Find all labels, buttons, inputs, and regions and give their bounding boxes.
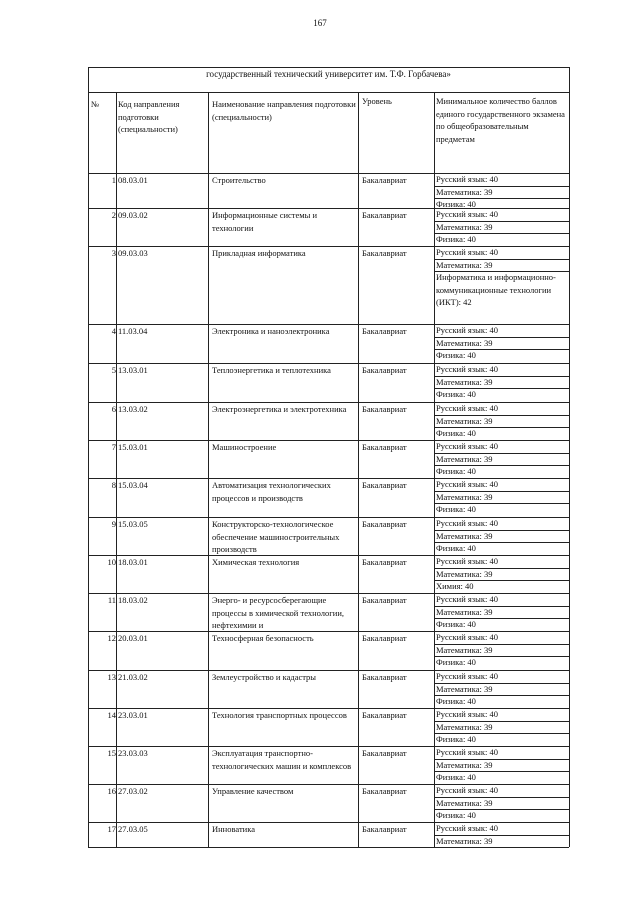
table-top-border (88, 67, 569, 68)
row-number: 1 (111, 175, 116, 185)
row-code: 23.03.01 (118, 710, 148, 720)
row-code: 15.03.05 (118, 519, 148, 529)
row-subject-score: Русский язык: 40 (436, 594, 498, 604)
row-level: Бакалавриат (362, 326, 407, 336)
row-code: 09.03.02 (118, 210, 148, 220)
row-subject-score: Математика: 39 (436, 415, 493, 426)
row-name: Эксплуатация транспортно-технологических машин и комплексов (212, 748, 352, 771)
row-subject-score: Русский язык: 40 (436, 479, 498, 489)
row-level: Бакалавриат (362, 480, 407, 490)
col-border-name (208, 92, 209, 847)
row-name: Прикладная информатика (212, 248, 306, 258)
row-code: 18.03.01 (118, 557, 148, 567)
row-subject-score: Химия: 40 (436, 581, 474, 591)
row-subject-score: Математика: 39 (436, 337, 493, 348)
row-level: Бакалавриат (362, 557, 407, 567)
row-level: Бакалавриат (362, 519, 407, 529)
row-code: 09.03.03 (118, 248, 148, 258)
row-subject-score: Математика: 39 (436, 259, 493, 270)
row-code: 08.03.01 (118, 175, 148, 185)
row-name: Автоматизация технологических процессов и производств (212, 480, 331, 503)
header-min-score: Минимальное количество баллов единого государственного экзамена по общеобразовательным предметам (436, 96, 565, 144)
row-subject-score: Математика: 39 (436, 644, 493, 655)
table-bottom-border (88, 847, 569, 848)
row-code: 13.03.02 (118, 404, 148, 414)
row-number: 8 (111, 480, 116, 490)
page-number: 167 (313, 18, 327, 28)
row-level: Бакалавриат (362, 672, 407, 682)
row-subject-score: Математика: 39 (436, 530, 493, 541)
col-border-right (569, 67, 570, 847)
row-number: 6 (111, 404, 116, 414)
row-number: 9 (111, 519, 116, 529)
row-level: Бакалавриат (362, 365, 407, 375)
row-level: Бакалавриат (362, 824, 407, 834)
row-name: Землеустройство и кадастры (212, 672, 317, 682)
row-level: Бакалавриат (362, 210, 407, 220)
row-subject-score: Русский язык: 40 (436, 364, 498, 374)
row-code: 27.03.05 (118, 824, 148, 834)
row-subject-score: Математика: 39 (436, 376, 493, 387)
row-level: Бакалавриат (362, 248, 407, 258)
row-subject-score: Физика: 40 (436, 428, 476, 438)
row-subject-score: Русский язык: 40 (436, 518, 498, 528)
row-subject-score: Русский язык: 40 (436, 556, 498, 566)
row-level: Бакалавриат (362, 748, 407, 758)
row-level: Бакалавриат (362, 404, 407, 414)
row-subject-score: Физика: 40 (436, 543, 476, 553)
row-subject-score: Физика: 40 (436, 466, 476, 476)
row-subject-score: Математика: 39 (436, 835, 493, 846)
row-code: 13.03.01 (118, 365, 148, 375)
row-subject-score: Русский язык: 40 (436, 174, 498, 184)
row-subject-score: Физика: 40 (436, 350, 476, 360)
header-num: № (91, 99, 100, 109)
row-subject-score: Русский язык: 40 (436, 209, 498, 219)
row-code: 20.03.01 (118, 633, 148, 643)
row-subject-score: Математика: 39 (436, 721, 493, 732)
header-name: Наименование направления подготовки (специальности) (212, 99, 356, 122)
row-subject-score: Русский язык: 40 (436, 823, 498, 833)
row-subject-score: Русский язык: 40 (436, 632, 498, 642)
row-subject-score: Русский язык: 40 (436, 325, 498, 335)
row-subject-score: Математика: 39 (436, 491, 493, 502)
row-name: Технология транспортных процессов (212, 710, 347, 720)
title-divider (88, 92, 569, 93)
row-subject-score: Информатика и информационно-коммуникационные технологии (ИКТ): 42 (436, 272, 556, 307)
row-name: Электроника и наноэлектроника (212, 326, 330, 336)
row-number: 10 (107, 557, 116, 567)
row-level: Бакалавриат (362, 442, 407, 452)
row-subject-score: Математика: 39 (436, 683, 493, 694)
row-level: Бакалавриат (362, 595, 407, 605)
row-number: 3 (111, 248, 116, 258)
header-level: Уровень (362, 96, 392, 106)
col-border-level (358, 92, 359, 847)
row-subject-score: Математика: 39 (436, 759, 493, 770)
row-number: 11 (107, 595, 116, 605)
row-subject-score: Математика: 39 (436, 453, 493, 464)
row-code: 15.03.04 (118, 480, 148, 490)
row-level: Бакалавриат (362, 786, 407, 796)
row-subject-score: Физика: 40 (436, 389, 476, 399)
row-level: Бакалавриат (362, 633, 407, 643)
row-name: Инноватика (212, 824, 255, 834)
row-name: Энерго- и ресурсосберегающие процессы в химической технологии, нефтехимии и (212, 595, 344, 630)
row-subject-score: Физика: 40 (436, 199, 476, 209)
row-code: 21.03.02 (118, 672, 148, 682)
row-subject-score: Математика: 39 (436, 606, 493, 617)
row-number: 15 (107, 748, 116, 758)
row-code: 11.03.04 (118, 326, 148, 336)
row-subject-score: Математика: 39 (436, 221, 493, 232)
row-code: 23.03.03 (118, 748, 148, 758)
row-subject-score: Физика: 40 (436, 657, 476, 667)
row-name: Электроэнергетика и электротехника (212, 404, 347, 414)
row-code: 27.03.02 (118, 786, 148, 796)
row-number: 12 (107, 633, 116, 643)
row-subject-score: Математика: 39 (436, 568, 493, 579)
row-subject-score: Математика: 39 (436, 797, 493, 808)
row-code: 18.03.02 (118, 595, 148, 605)
row-level: Бакалавриат (362, 710, 407, 720)
row-subject-score: Русский язык: 40 (436, 441, 498, 451)
row-name: Химическая технология (212, 557, 300, 567)
row-subject-score: Русский язык: 40 (436, 247, 498, 257)
row-name: Конструкторско-технологическое обеспечение машиностроительных производств (212, 519, 340, 554)
row-name: Информационные системы и технологии (212, 210, 318, 233)
row-subject-score: Физика: 40 (436, 772, 476, 782)
row-name: Управление качеством (212, 786, 294, 796)
row-subject-score: Физика: 40 (436, 734, 476, 744)
row-number: 4 (111, 326, 116, 336)
row-subject-score: Физика: 40 (436, 504, 476, 514)
row-number: 13 (107, 672, 116, 682)
row-name: Машиностроение (212, 442, 277, 452)
row-subject-score: Русский язык: 40 (436, 709, 498, 719)
row-number: 16 (107, 786, 116, 796)
row-subject-score: Русский язык: 40 (436, 671, 498, 681)
row-subject-score: Русский язык: 40 (436, 747, 498, 757)
row-number: 5 (111, 365, 116, 375)
table-title: государственный технический университет им. Т.Ф. Горбачева» (206, 69, 451, 79)
header-code: Код направления подготовки (специальности) (118, 99, 180, 134)
row-number: 17 (107, 824, 116, 834)
row-subject-score: Физика: 40 (436, 619, 476, 629)
row-number: 2 (111, 210, 116, 220)
row-subject-score: Физика: 40 (436, 234, 476, 244)
col-border-code (116, 92, 117, 847)
row-subject-score: Физика: 40 (436, 696, 476, 706)
row-name: Теплоэнергетика и теплотехника (212, 365, 331, 375)
row-subject-score: Физика: 40 (436, 810, 476, 820)
row-number: 7 (111, 442, 116, 452)
row-name: Строительство (212, 175, 266, 185)
row-number: 14 (107, 710, 116, 720)
row-name: Техносферная безопасность (212, 633, 314, 643)
row-subject-score: Русский язык: 40 (436, 785, 498, 795)
row-code: 15.03.01 (118, 442, 148, 452)
row-level: Бакалавриат (362, 175, 407, 185)
admission-table (88, 67, 569, 847)
row-subject-score: Русский язык: 40 (436, 403, 498, 413)
row-subject-score: Математика: 39 (436, 186, 493, 197)
